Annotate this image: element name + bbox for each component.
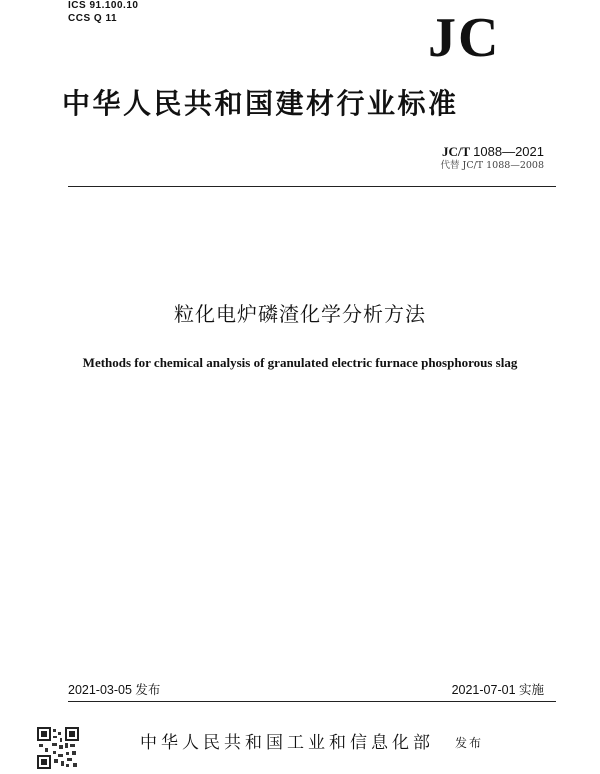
bottom-divider bbox=[68, 701, 556, 702]
ics-code: ICS 91.100.10 bbox=[68, 0, 139, 11]
publisher-name: 中华人民共和国工业和信息化部 bbox=[140, 733, 434, 753]
replaces-standard: 代替 JC/T 1088—2008 bbox=[440, 160, 544, 171]
ccs-code: CCS Q 11 bbox=[68, 13, 118, 24]
chinese-title: 粒化电炉磷渣化学分析方法 bbox=[174, 302, 426, 326]
standard-category-title: 中华人民共和国建材行业标准 bbox=[62, 87, 459, 120]
jc-logo: JC bbox=[428, 7, 501, 69]
standard-number-prefix: JC/T bbox=[441, 144, 470, 159]
qr-code-icon bbox=[36, 726, 80, 770]
top-divider bbox=[68, 186, 556, 187]
implement-date: 2021-07-01 实施 bbox=[451, 683, 544, 697]
english-title: Methods for chemical analysis of granulated electric furnace phosphorous slag bbox=[82, 355, 518, 370]
standard-number-value: 1088—2021 bbox=[473, 144, 544, 159]
standard-number bbox=[442, 144, 544, 160]
issue-date: 2021-03-05 发布 bbox=[68, 683, 161, 697]
publisher-suffix: 发布 bbox=[455, 736, 484, 750]
